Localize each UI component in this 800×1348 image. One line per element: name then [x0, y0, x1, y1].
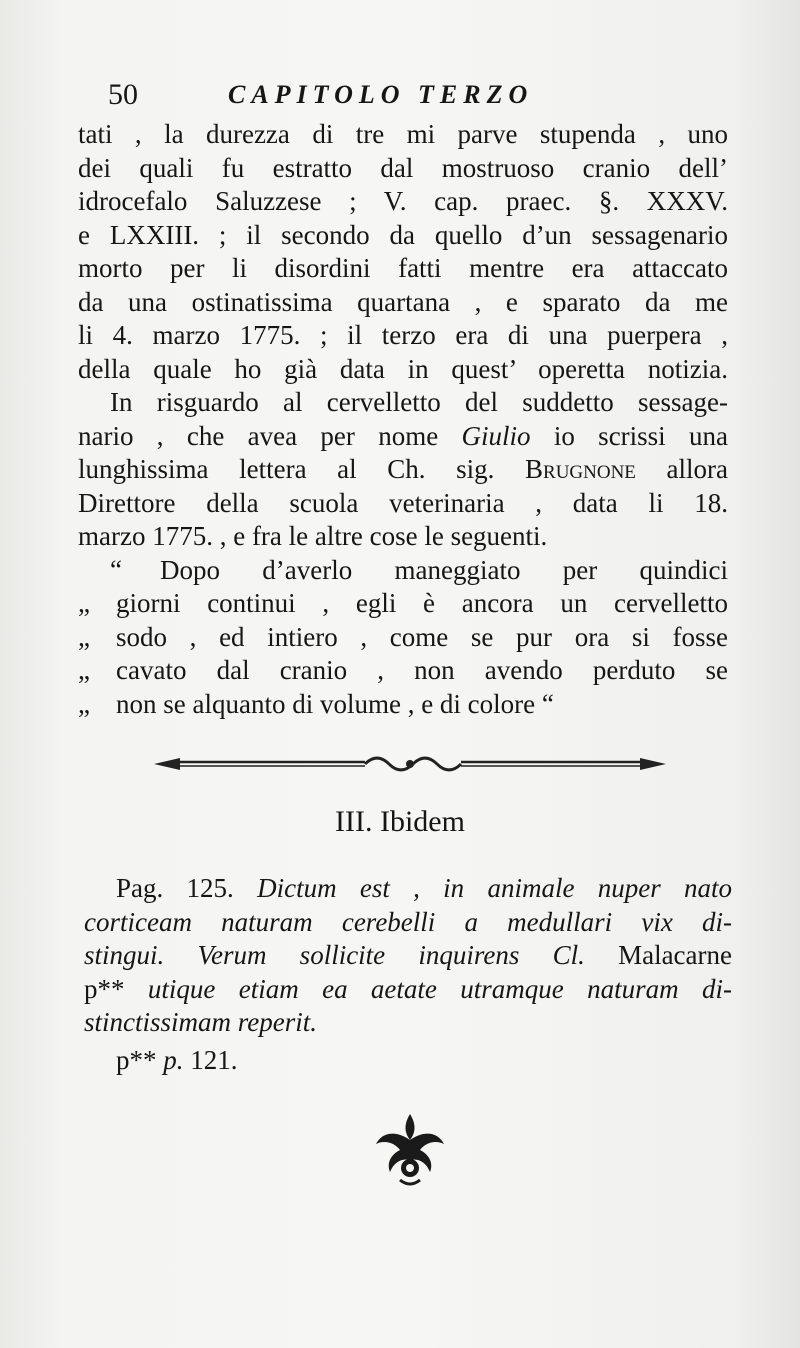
- text-line: da una ostinatissima quartana , e sparato da me: [78, 286, 728, 317]
- main-paragraph: [78, 118, 728, 721]
- name-brugnone: Brugnone: [525, 454, 636, 484]
- quote-text: giorni continui , egli è ancora un cervelletto: [116, 588, 728, 618]
- citation-line: [84, 939, 732, 973]
- citation-line: [84, 872, 732, 906]
- quote-text: sodo , ed intiero , come se pur ora si fosse: [116, 621, 728, 652]
- footnote-mark: p**: [84, 973, 125, 1004]
- text-line: dei quali fu estratto dal mostruoso cranio dell’: [78, 152, 728, 183]
- text-line: In risguardo al cervelletto del suddetto sessage-: [110, 387, 728, 417]
- citation-text: utique etiam ea aetate utramque naturam di-: [147, 973, 733, 1004]
- text-line: e LXXIII. ; il secondo da quello d’un sessagenario: [78, 219, 728, 250]
- page-header: [108, 78, 730, 118]
- running-head: CAPITOLO TERZO: [228, 80, 534, 109]
- citation-text: corticeam naturam cerebelli a medullari vix di-: [84, 906, 732, 937]
- citation-line: [84, 906, 732, 940]
- text-line: [78, 453, 728, 487]
- text-line: li 4. marzo 1775. ; il terzo era di una puerpera ,: [78, 320, 728, 350]
- citation-text: stinctissimam reperit.: [84, 1007, 317, 1037]
- text-line: morto per li disordini fatti mentre era attaccato: [78, 253, 728, 283]
- quote-line: [78, 688, 728, 722]
- text-line: tati , la durezza di tre mi parve stupenda , uno: [78, 119, 728, 149]
- footnote-mark: p**: [116, 1044, 157, 1075]
- quote-line: [78, 654, 728, 688]
- author-name: Malacarne: [618, 940, 732, 970]
- quote-mark: „: [78, 655, 90, 685]
- text-line: marzo 1775. , e fra le altre cose le seguenti.: [78, 521, 548, 551]
- text-line: idrocefalo Saluzzese ; V. cap. praec. §. XXXV.: [78, 186, 728, 216]
- citation-block: [84, 872, 732, 1077]
- quote-text: Dopo d’averlo maneggiato per quindici: [160, 554, 728, 585]
- quote-mark: „: [78, 621, 90, 652]
- footnote-line: [84, 1044, 732, 1078]
- citation-line: [84, 1006, 732, 1040]
- text-line: della quale ho già data in quest’ operetta notizia.: [78, 353, 728, 384]
- quote-line: [78, 621, 728, 655]
- citation-ref: Pag. 125.: [116, 873, 234, 903]
- quote-text: cavato dal cranio , non avendo perduto se: [116, 655, 728, 685]
- fleuron-ornament-icon: [370, 1110, 450, 1190]
- quote-mark: “: [110, 554, 122, 585]
- quote-text: non se alquanto di volume , e di colore “: [116, 688, 554, 719]
- citation-text: Dictum est , in animale nuper nato: [257, 873, 733, 903]
- citation-line: [84, 973, 732, 1007]
- text-fragment: io scrissi una: [530, 420, 728, 451]
- quote-line: [78, 554, 728, 588]
- page-number: 50: [108, 78, 138, 111]
- text-line: [78, 420, 728, 454]
- quote-mark: „: [78, 588, 90, 618]
- text-line: Direttore della scuola veterinaria , data li 18.: [78, 487, 728, 518]
- quote-mark: „: [78, 688, 90, 719]
- text-fragment: allora: [635, 454, 728, 484]
- ornamental-divider-icon: [150, 752, 670, 776]
- name-giulio: Giulio: [461, 420, 531, 451]
- text-fragment: nario , che avea per nome: [78, 420, 462, 451]
- footnote-page-label: p.: [163, 1044, 184, 1075]
- citation-text: stingui. Verum sollicite inquirens Cl.: [84, 940, 585, 970]
- section-title: III. Ibidem: [335, 805, 465, 838]
- quote-line: [78, 587, 728, 621]
- text-fragment: lunghissima lettera al Ch. sig.: [78, 454, 526, 484]
- footnote-page-number: 121.: [190, 1044, 238, 1075]
